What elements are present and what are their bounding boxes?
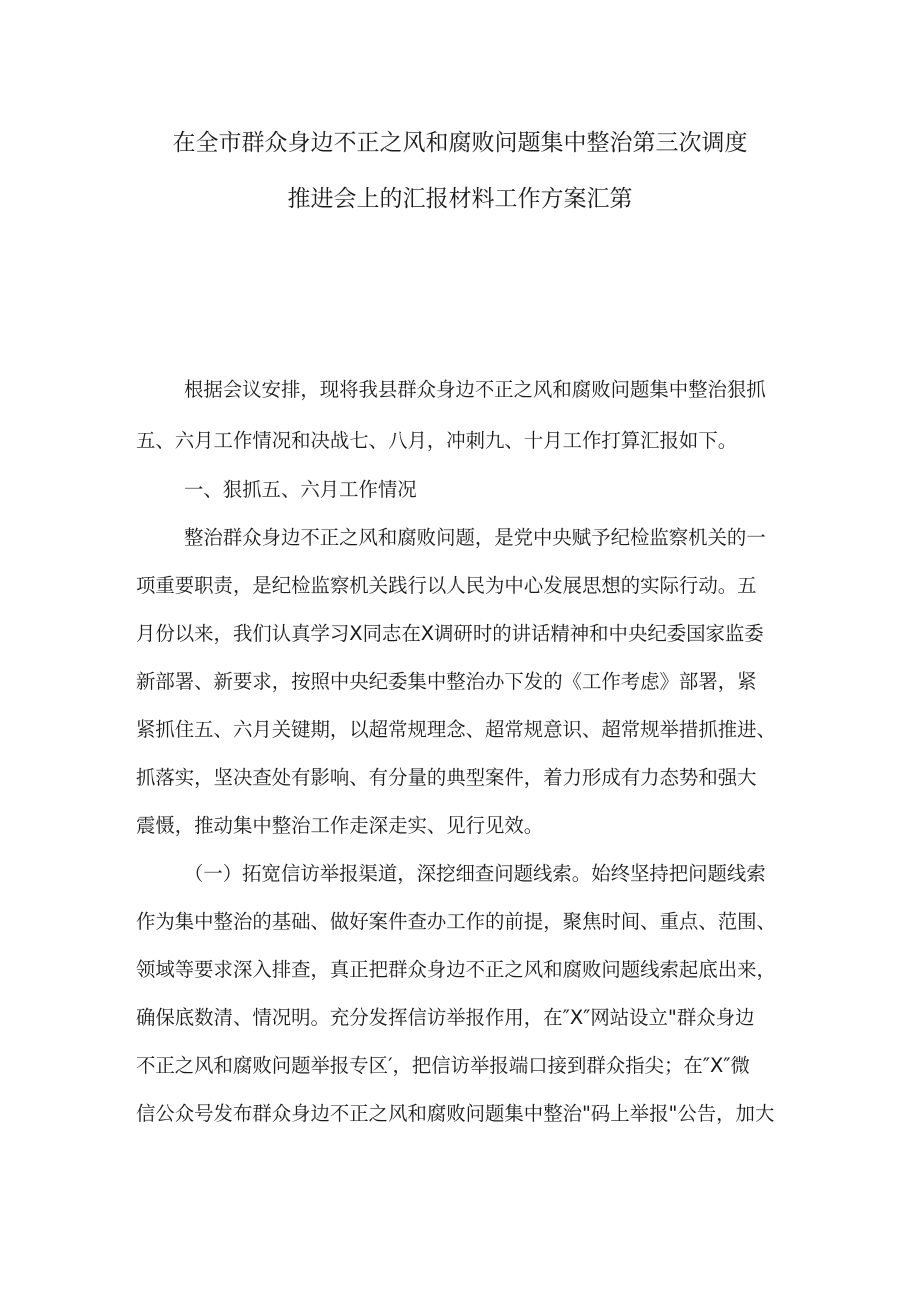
paragraph-line: 五、六月工作情况和决战七、八月，冲刺九、十月工作打算汇报如下。 xyxy=(136,429,738,452)
paragraph-line: 抓落实，坚决查处有影响、有分量的典型案件，着力形成有力态势和强大 xyxy=(136,766,757,789)
section-heading: 一、狠抓五、六月工作情况 xyxy=(184,478,417,501)
paragraph-line: 领域等要求深入排查，真正把群众身边不正之风和腐败问题线索起底出来， xyxy=(136,958,776,981)
paragraph-line: 确保底数清、情况明。充分发挥信访举报作用，在″X″网站设立"群众身边 xyxy=(136,1006,755,1029)
paragraph-line: （一）拓宽信访举报渠道，深挖细查问题线索。始终坚持把问题线索 xyxy=(184,862,766,885)
document-title-line-1: 在全市群众身边不正之风和腐败问题集中整治第三次调度 xyxy=(172,130,748,156)
paragraph-line: 不正之风和腐败问题举报专区′，把信访举报端口接到群众指尖；在″X″微 xyxy=(136,1054,750,1077)
paragraph-line: 作为集中整治的基础、做好案件查办工作的前提，聚焦时间、重点、范围、 xyxy=(136,910,776,933)
paragraph-line: 紧抓住五、六月关键期，以超常规理念、超常规意识、超常规举措抓推进、 xyxy=(136,718,776,741)
paragraph-line: 月份以来，我们认真学习X同志在X调研时的讲话精神和中央纪委国家监委 xyxy=(136,622,764,645)
paragraph-line: 整治群众身边不正之风和腐败问题，是党中央赋予纪检监察机关的一 xyxy=(184,526,766,549)
document-title-line-2: 推进会上的汇报材料工作方案汇第 xyxy=(287,186,633,212)
paragraph-line: 震慑，推动集中整治工作走深走实、见行见效。 xyxy=(136,814,544,837)
paragraph-line: 根据会议安排，现将我县群众身边不正之风和腐败问题集中整治狠抓 xyxy=(184,378,766,401)
paragraph-line: 信公众号发布群众身边不正之风和腐败问题集中整治"码上举报"公告，加大 xyxy=(136,1102,775,1125)
paragraph-line: 新部署、新要求，按照中央纪委集中整治办下发的《工作考虑》部署，紧 xyxy=(136,670,757,693)
paragraph-line: 项重要职责，是纪检监察机关践行以人民为中心发展思想的实际行动。五 xyxy=(136,574,757,597)
